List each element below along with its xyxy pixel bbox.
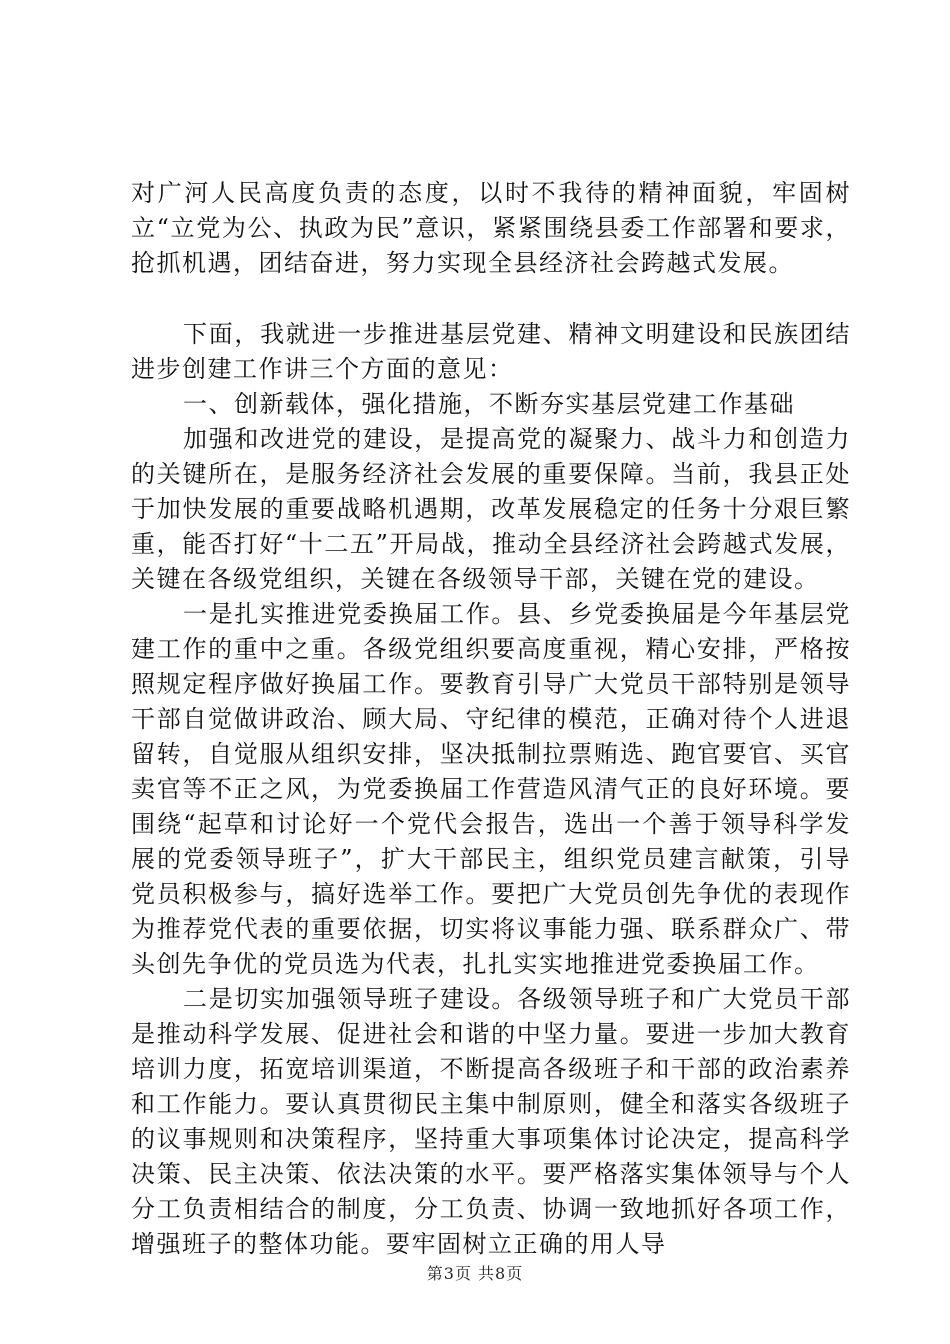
page-footer [0,1264,950,1284]
paragraph-party-building: 加强和改进党的建设，是提高党的凝聚力、战斗力和创造力的关键所在，是服务经济社会发展的重要保障。当前，我县正处于加快发展的重要战略机遇期，改革发展稳定的任务十分艰巨繁重，能否打好“十二五”开局战，推动全县经济社会跨越式发展，关键在各级党组织，关键在各级领导干部，关键在党的建设。 [131,425,851,593]
paragraph-continuation: 对广河人民高度负责的态度，以时不我待的精神面貌，牢固树立“立党为公、执政为民”意识，紧紧围绕县委工作部署和要求，抢抓机遇，团结奋进，努力实现全县经济社会跨越式发展。 [131,179,851,277]
paragraph-leadership-building: 二是切实加强领导班子建设。各级领导班子和广大党员干部是推动科学发展、促进社会和谐的中坚力量。要进一步加大教育培训力度，拓宽培训渠道，不断提高各级班子和干部的政治素养和工作能力。要认真贯彻民主集中制原则，健全和落实各级班子的议事规则和决策程序，坚持重大事项集体讨论决定，提高科学决策、民主决策、依法决策的水平。要严格落实集体领导与个人分工负责相结合的制度，分工负责、协调一致地抓好各项工作，增强班子的整体功能。要牢固树立正确的用人导 [131,985,851,1258]
section-heading: 一、创新载体，强化措施，不断夯实基层党建工作基础 [183,390,795,418]
document-body [131,176,851,1262]
page-number: 第3页 共8页 [426,1264,524,1283]
paragraph-intro: 下面，我就进一步推进基层党建、精神文明建设和民族团结进步创建工作讲三个方面的意见： [131,320,851,383]
paragraph-committee-election: 一是扎实推进党委换届工作。县、乡党委换届是今年基层党建工作的重中之重。各级党组织要高度重视，精心安排，严格按照规定程序做好换届工作。要教育引导广大党员干部特别是领导干部自觉做讲政治、顾大局、守纪律的模范，正确对待个人进退留转，自觉服从组织安排，坚决抵制拉票贿选、跑官要官、买官卖官等不正之风，为党委换届工作营造风清气正的良好环境。要围绕“起草和讨论好一个党代会报告，选出一个善于领导科学发展的党委领导班子”，扩大干部民主，组织党员建言献策，引导党员积极参与，搞好选举工作。要把广大党员创先争优的表现作为推荐党代表的重要依据，切实将议事能力强、联系群众广、带头创先争优的党员选为代表，扎扎实实地推进党委换届工作。 [131,600,851,978]
